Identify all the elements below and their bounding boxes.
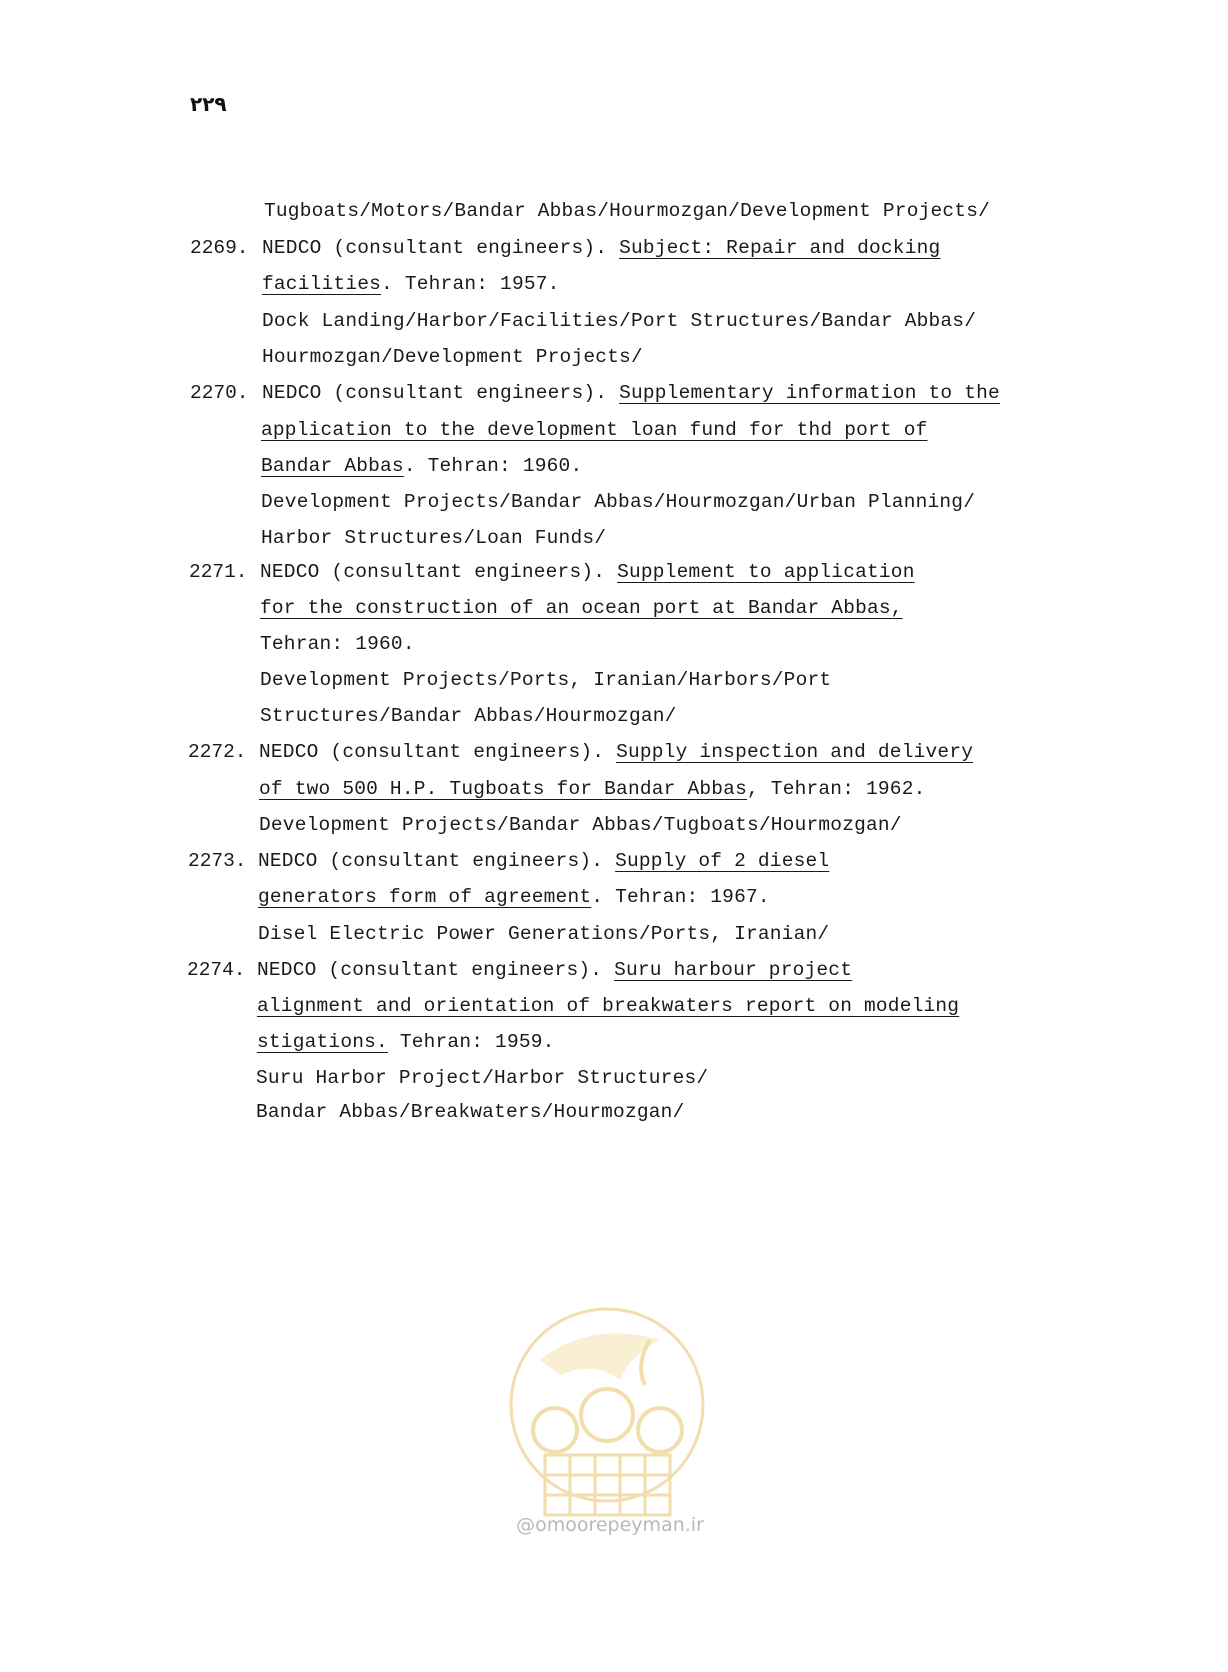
- entry-keywords: Disel Electric Power Generations/Ports, Iranian/: [258, 923, 830, 945]
- entry-line: [260, 596, 903, 620]
- entry-keywords: Dock Landing/Harbor/Facilities/Port Structures/Bandar Abbas/: [262, 310, 977, 332]
- entry-author: NEDCO (consultant engineers).: [257, 959, 603, 981]
- entry-line: [261, 418, 928, 442]
- entry-line: [259, 740, 973, 764]
- entry-author: NEDCO (consultant engineers).: [260, 561, 606, 583]
- entry-keywords: Development Projects/Bandar Abbas/Hourmozgan/Urban Planning/: [261, 491, 976, 513]
- entry-title: of two 500 H.P. Tugboats for Bandar Abbas: [259, 778, 747, 800]
- entry-line: [257, 958, 852, 982]
- entry-line: [262, 381, 1000, 405]
- entry-title: generators form of agreement: [258, 886, 592, 908]
- entry-title: facilities: [262, 273, 382, 295]
- entry-number: 2271.: [189, 561, 248, 583]
- entry-publication: . Tehran: 1967.: [591, 886, 770, 908]
- entry-publication: Tehran: 1960.: [260, 633, 415, 655]
- entry-author: NEDCO (consultant engineers).: [258, 850, 604, 872]
- entry-line: [262, 236, 940, 260]
- entry-title: Bandar Abbas: [261, 455, 404, 477]
- entry-publication: . Tehran: 1960.: [403, 455, 583, 477]
- entry-title: stigations.: [257, 1031, 388, 1053]
- entry-line: [258, 849, 829, 873]
- entry-title: application to the development loan fund for thd port of: [261, 419, 928, 441]
- entry-author: NEDCO (consultant engineers).: [262, 237, 608, 259]
- entry-number: 2273.: [188, 850, 247, 872]
- entry-line: [260, 560, 915, 584]
- entry-title: Supplement to application: [617, 561, 915, 583]
- entry-author: NEDCO (consultant engineers).: [262, 382, 608, 404]
- entry-line: [262, 272, 560, 296]
- watermark-logo: [500, 1300, 715, 1550]
- page-number: ۲۲۹: [190, 92, 227, 116]
- watermark-site: @omoorepeyman.ir: [516, 1514, 704, 1536]
- entry-line: [257, 1030, 555, 1054]
- entry-title: Supply of 2 diesel: [615, 850, 830, 872]
- entry-keywords: Bandar Abbas/Breakwaters/Hourmozgan/: [256, 1101, 685, 1123]
- entry-title: Subject: Repair and docking: [619, 237, 941, 259]
- carry-over-keywords: Tugboats/Motors/Bandar Abbas/Hourmozgan/Development Projects/: [264, 200, 991, 222]
- entry-keywords: Structures/Bandar Abbas/Hourmozgan/: [260, 705, 677, 727]
- entry-title: Supply inspection and delivery: [616, 741, 974, 763]
- entry-line: [261, 454, 582, 478]
- entry-title: for the construction of an ocean port at Bandar Abbas,: [260, 597, 903, 619]
- entry-line: [257, 994, 959, 1018]
- entry-title: Supplementary information to the: [619, 382, 1000, 404]
- entry-title: alignment and orientation of breakwaters report on modeling: [257, 995, 960, 1017]
- entry-publication: Tehran: 1959.: [387, 1031, 555, 1053]
- entry-publication: , Tehran: 1962.: [746, 778, 926, 800]
- entry-line: [258, 885, 770, 909]
- entry-keywords: Suru Harbor Project/Harbor Structures/: [256, 1067, 709, 1089]
- entry-line: [259, 777, 926, 801]
- entry-number: 2269.: [190, 237, 249, 259]
- entry-keywords: Development Projects/Bandar Abbas/Tugboats/Hourmozgan/: [259, 814, 902, 836]
- entry-publication: . Tehran: 1957.: [381, 273, 560, 295]
- entry-number: 2272.: [188, 741, 247, 763]
- entry-number: 2274.: [187, 959, 246, 981]
- entry-author: NEDCO (consultant engineers).: [259, 741, 605, 763]
- entry-keywords: Hourmozgan/Development Projects/: [262, 346, 643, 368]
- entry-title: Suru harbour project: [614, 959, 853, 981]
- entry-keywords: Development Projects/Ports, Iranian/Harbors/Port: [260, 669, 832, 691]
- entry-keywords: Harbor Structures/Loan Funds/: [261, 527, 607, 549]
- entry-number: 2270.: [190, 382, 249, 404]
